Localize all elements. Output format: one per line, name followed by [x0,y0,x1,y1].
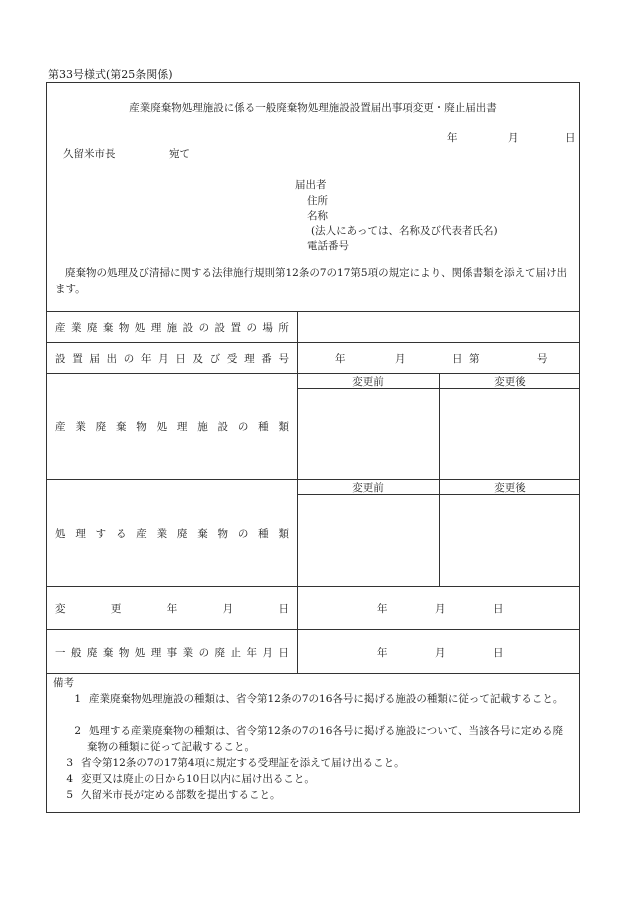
facility-after-header: 変更後 [494,376,526,388]
row-location-label: 産 業 廃 棄 物 処 理 施 設 の 設 置 の 場 所 [55,322,289,334]
applicant-address-label: 住所 [307,195,328,207]
recipient-suffix: 宛て [169,148,190,160]
row-change-date-label: 変 更 年 月 日 [55,603,289,615]
note-item: 2 処理する産業廃棄物の種類は、省令第12条の7の16各号に掲げる施設について、当該各号に定める廃棄物の種類に従って記載すること。 [74,725,563,753]
change-month: 月 [435,603,446,615]
change-year: 年 [377,603,388,615]
notification-year: 年 [335,353,346,365]
applicant-name-label: 名称 [307,210,328,222]
note-item: 3 省令第12条の7の17第4項に規定する受理証を添えて届け出ること。 [66,757,405,769]
form-frame [46,82,580,813]
form-number: 第33号様式(第25条関係) [48,68,173,81]
abolish-day: 日 [493,647,504,659]
notification-month: 月 [395,353,406,365]
abolish-year: 年 [377,647,388,659]
change-day: 日 [493,603,504,615]
abolish-month: 月 [435,647,446,659]
applicant-phone-label: 電話番号 [307,240,349,252]
applicant-name-note: (法人にあっては、名称及び代表者氏名) [311,225,498,237]
row-facility-type-label: 産 業 廃 棄 物 処 理 施 設 の 種 類 [55,421,289,433]
note-item: 5 久留米市長が定める部数を提出すること。 [66,789,281,801]
row-abolish-date-label: 一 般 廃 棄 物 処 理 事 業 の 廃 止 年 月 日 [55,647,289,659]
waste-after-header: 変更後 [494,482,526,494]
facility-before-header: 変更前 [352,376,384,388]
row-waste-type-label: 処 理 す る 産 業 廃 棄 物 の 種 類 [55,528,289,540]
applicant-heading: 届出者 [295,179,327,191]
note-item: 4 変更又は廃止の日から10日以内に届け出ること。 [66,773,315,785]
notification-number-suffix: 号 [537,353,548,365]
date-month-label: 月 [508,132,519,144]
recipient-name: 久留米市長 [63,148,116,160]
date-year-label: 年 [447,132,458,144]
statement-text: 廃棄物の処理及び清掃に関する法律施行規則第12条の7の17第5項の規定により、関係書類を添えて届け出ます。 [55,267,568,295]
notification-day: 日 [452,353,463,365]
note-item: 1 産業廃棄物処理施設の種類は、省令第12条の7の16各号に掲げる施設の種類に従って記載すること。 [74,693,564,705]
date-day-label: 日 [565,132,576,144]
row-notification-label: 設 置 届 出 の 年 月 日 及 び 受 理 番 号 [55,353,289,365]
waste-before-header: 変更前 [352,482,384,494]
notification-number-prefix: 第 [469,353,480,365]
notes-heading: 備考 [53,677,74,689]
document-title: 産業廃棄物処理施設に係る一般廃棄物処理施設設置届出事項変更・廃止届出書 [129,102,497,114]
